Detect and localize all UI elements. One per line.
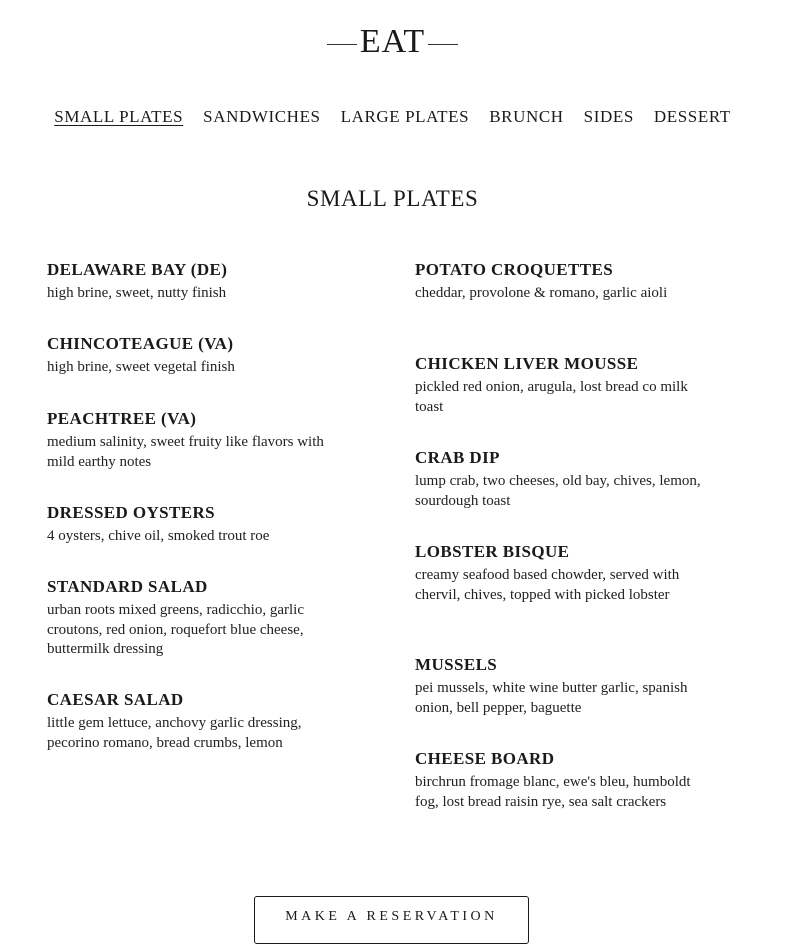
menu-item-name: MUSSELS xyxy=(415,655,498,674)
menu-item-description: creamy seafood based chowder, served with chervil, chives, topped with picked lobster xyxy=(415,567,680,603)
menu-item-description: 4 oysters, chive oil, smoked trout roe xyxy=(47,528,270,544)
menu-item xyxy=(47,502,337,576)
menu-item xyxy=(415,447,705,541)
menu-item-name: CAESAR SALAD xyxy=(47,690,184,709)
menu-item xyxy=(415,353,705,447)
menu-item-description: lump crab, two cheeses, old bay, chives, lemon, sourdough toast xyxy=(415,473,701,509)
logo-right-rule xyxy=(428,44,458,45)
menu-item-name: DELAWARE BAY (DE) xyxy=(47,260,228,279)
menu-item xyxy=(47,259,337,333)
menu-item-description: urban roots mixed greens, radicchio, garlic croutons, red onion, roquefort blue cheese, buttermilk dressing xyxy=(47,602,304,657)
menu-item-description: pei mussels, white wine butter garlic, spanish onion, bell pepper, baguette xyxy=(415,680,688,716)
make-reservation-button[interactable]: MAKE A RESERVATION xyxy=(254,896,529,944)
menu-item-name: CRAB DIP xyxy=(415,448,500,467)
menu-item xyxy=(47,333,337,408)
menu-item-description: pickled red onion, arugula, lost bread co milk toast xyxy=(415,379,688,415)
nav-tab-small-plates[interactable]: SMALL PLATES xyxy=(54,107,184,126)
menu-item xyxy=(47,576,337,689)
menu-item xyxy=(47,408,337,502)
nav-tab-sides[interactable]: SIDES xyxy=(583,107,634,126)
menu-item xyxy=(415,654,705,748)
menu-item-description: high brine, sweet, nutty finish xyxy=(47,285,227,301)
menu-item-name: DRESSED OYSTERS xyxy=(47,503,216,522)
menu-item xyxy=(415,748,705,812)
menu-item xyxy=(415,541,705,654)
nav-tab-dessert[interactable]: DESSERT xyxy=(653,107,731,126)
nav-tab-sandwiches[interactable]: SANDWICHES xyxy=(203,107,321,126)
section-title: SMALL PLATES xyxy=(306,186,479,211)
menu-item-name: STANDARD SALAD xyxy=(47,577,208,596)
menu-column-left xyxy=(47,259,337,753)
nav-tab-large-plates[interactable]: LARGE PLATES xyxy=(340,107,470,126)
menu-item-description: birchrun fromage blanc, ewe's bleu, humboldt fog, lost bread raisin rye, sea salt crackers xyxy=(415,774,691,810)
menu-item-description: high brine, sweet vegetal finish xyxy=(47,359,235,375)
logo-text: EAT xyxy=(359,23,426,60)
menu-item-description: medium salinity, sweet fruity like flavors with mild earthy notes xyxy=(47,434,324,470)
menu-item-name: CHINCOTEAGUE (VA) xyxy=(47,334,234,353)
menu-item-description: cheddar, provolone & romano, garlic aioli xyxy=(415,285,668,301)
menu-item-description: little gem lettuce, anchovy garlic dressing, pecorino romano, bread crumbs, lemon xyxy=(47,715,302,751)
menu-item xyxy=(47,689,337,753)
menu-item-name: LOBSTER BISQUE xyxy=(415,542,570,561)
menu-item-name: CHEESE BOARD xyxy=(415,749,555,768)
menu-column-right xyxy=(415,259,705,812)
logo-left-rule xyxy=(327,44,357,45)
nav-tab-brunch[interactable]: BRUNCH xyxy=(489,107,564,126)
menu-item-name: CHICKEN LIVER MOUSSE xyxy=(415,354,639,373)
site-logo[interactable] xyxy=(0,22,785,62)
menu-item-name: PEACHTREE (VA) xyxy=(47,409,197,428)
menu-item xyxy=(415,259,705,353)
menu-item-name: POTATO CROQUETTES xyxy=(415,260,614,279)
menu-category-nav xyxy=(0,106,785,128)
